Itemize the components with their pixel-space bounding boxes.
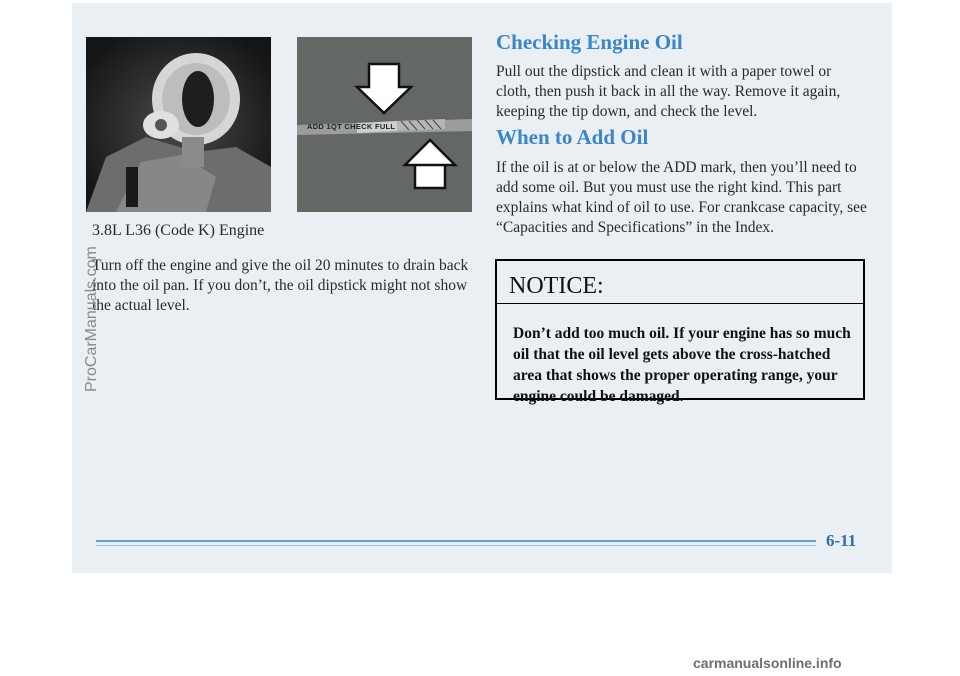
notice-box bbox=[495, 259, 865, 405]
engine-photo bbox=[86, 37, 271, 212]
footer-rule-bottom bbox=[96, 545, 816, 546]
footer-rule-top bbox=[96, 540, 816, 542]
notice-title: NOTICE: bbox=[497, 261, 863, 304]
bottom-watermark: carmanualsonline.info bbox=[693, 655, 842, 671]
side-watermark: ProCarManuals.com bbox=[83, 246, 100, 392]
heading-checking-engine-oil: Checking Engine Oil bbox=[496, 30, 683, 54]
dipstick-photo bbox=[297, 37, 472, 212]
dipstick-marking-text: ADD 1QT CHECK FULL bbox=[307, 122, 396, 131]
when-paragraph: If the oil is at or below the ADD mark, then you’ll need to add some oil. But you must use the right kind. This part explains what kind of oil to use. For crankcase capacity, see “Capacities and Specifications” in the Index. bbox=[496, 159, 867, 236]
checking-paragraph: Pull out the dipstick and clean it with a paper towel or cloth, then push it back in all the way. Remove it again, keeping the tip down, and check the level. bbox=[496, 63, 841, 120]
page-number: 6-11 bbox=[826, 531, 857, 550]
figure-caption: 3.8L L36 (Code K) Engine bbox=[92, 222, 265, 239]
notice-body: Don’t add too much oil. If your engine has so much oil that the oil level gets above the cross-hatched area that shows the proper operating range, your engine could be damaged. bbox=[513, 325, 851, 405]
drain-paragraph: Turn off the engine and give the oil 20 minutes to drain back into the oil pan. If you don’t, the oil dipstick might not show the actual level. bbox=[92, 257, 469, 314]
heading-when-to-add-oil: When to Add Oil bbox=[496, 125, 649, 149]
